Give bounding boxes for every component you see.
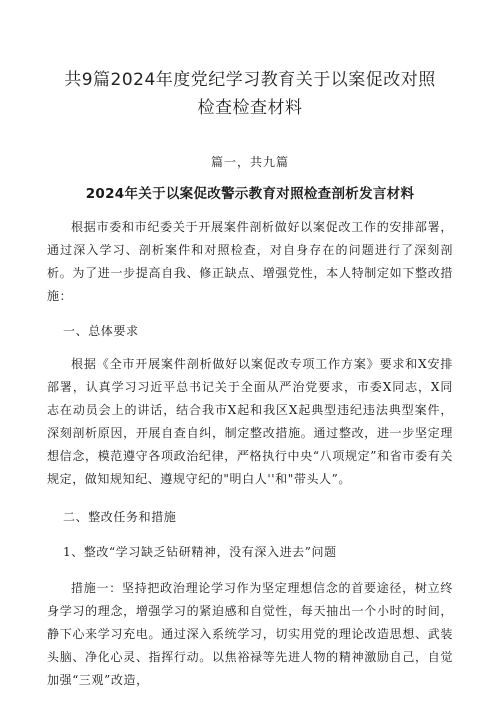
- section-label: 篇一，共九篇: [210, 155, 289, 169]
- heading-general-requirements: 一、总体要求: [63, 324, 139, 338]
- intro-paragraph: 根据市委和市纪委关于开展案件剖析做好以案促改工作的安排部署，通过深入学习、剖析案件和对照检查，对自身存在的问题进行了深刻剖析。为了进一步提高自我、修正缺点、增强党性，本人特制定如下整改措施：: [47, 220, 453, 303]
- heading-tasks-and-measures: 二、整改任务和措施: [63, 510, 177, 524]
- subheading-study-issue: 1、整改“学习缺乏钻研精神，没有深入进去”问题: [63, 545, 337, 559]
- document-title: 共9篇2024年度党纪学习教育关于以案促改对照检查检查材料: [64, 70, 436, 118]
- measure-one-paragraph: 措施一：坚持把政治理论学习作为坚定理想信念的首要途径，树立终身学习的理念，增强学习的紧迫感和自觉性，每天抽出一个小时的时间，静下心来学习充电。通过深入系统学习，切实用党的理论改造思想、武装头脑、净化心灵、指挥行动。以焦裕禄等先进人物的精神激励自己，自觉加强“三观”改造，: [47, 581, 453, 687]
- article-title: 2024年关于以案促改警示教育对照检查剖析发言材料: [85, 186, 415, 202]
- general-requirements-paragraph: 根据《全市开展案件剖析做好以案促改专项工作方案》要求和X安排部署，认真学习习近平总书记关于全面从严治党要求，市委X同志，X同志在动员会上的讲话，结合我市X起和我区X起典型违纪违法典型案件，深刻剖析原因，开展自查自纠，制定整改措施。通过整改，进一步坚定理想信念，模范遵守各项政治纪律，严格执行中央“八项规定”和省市委有关规定，做知规知纪、遵规守纪的"明白人''和"带头人”。: [47, 357, 453, 486]
